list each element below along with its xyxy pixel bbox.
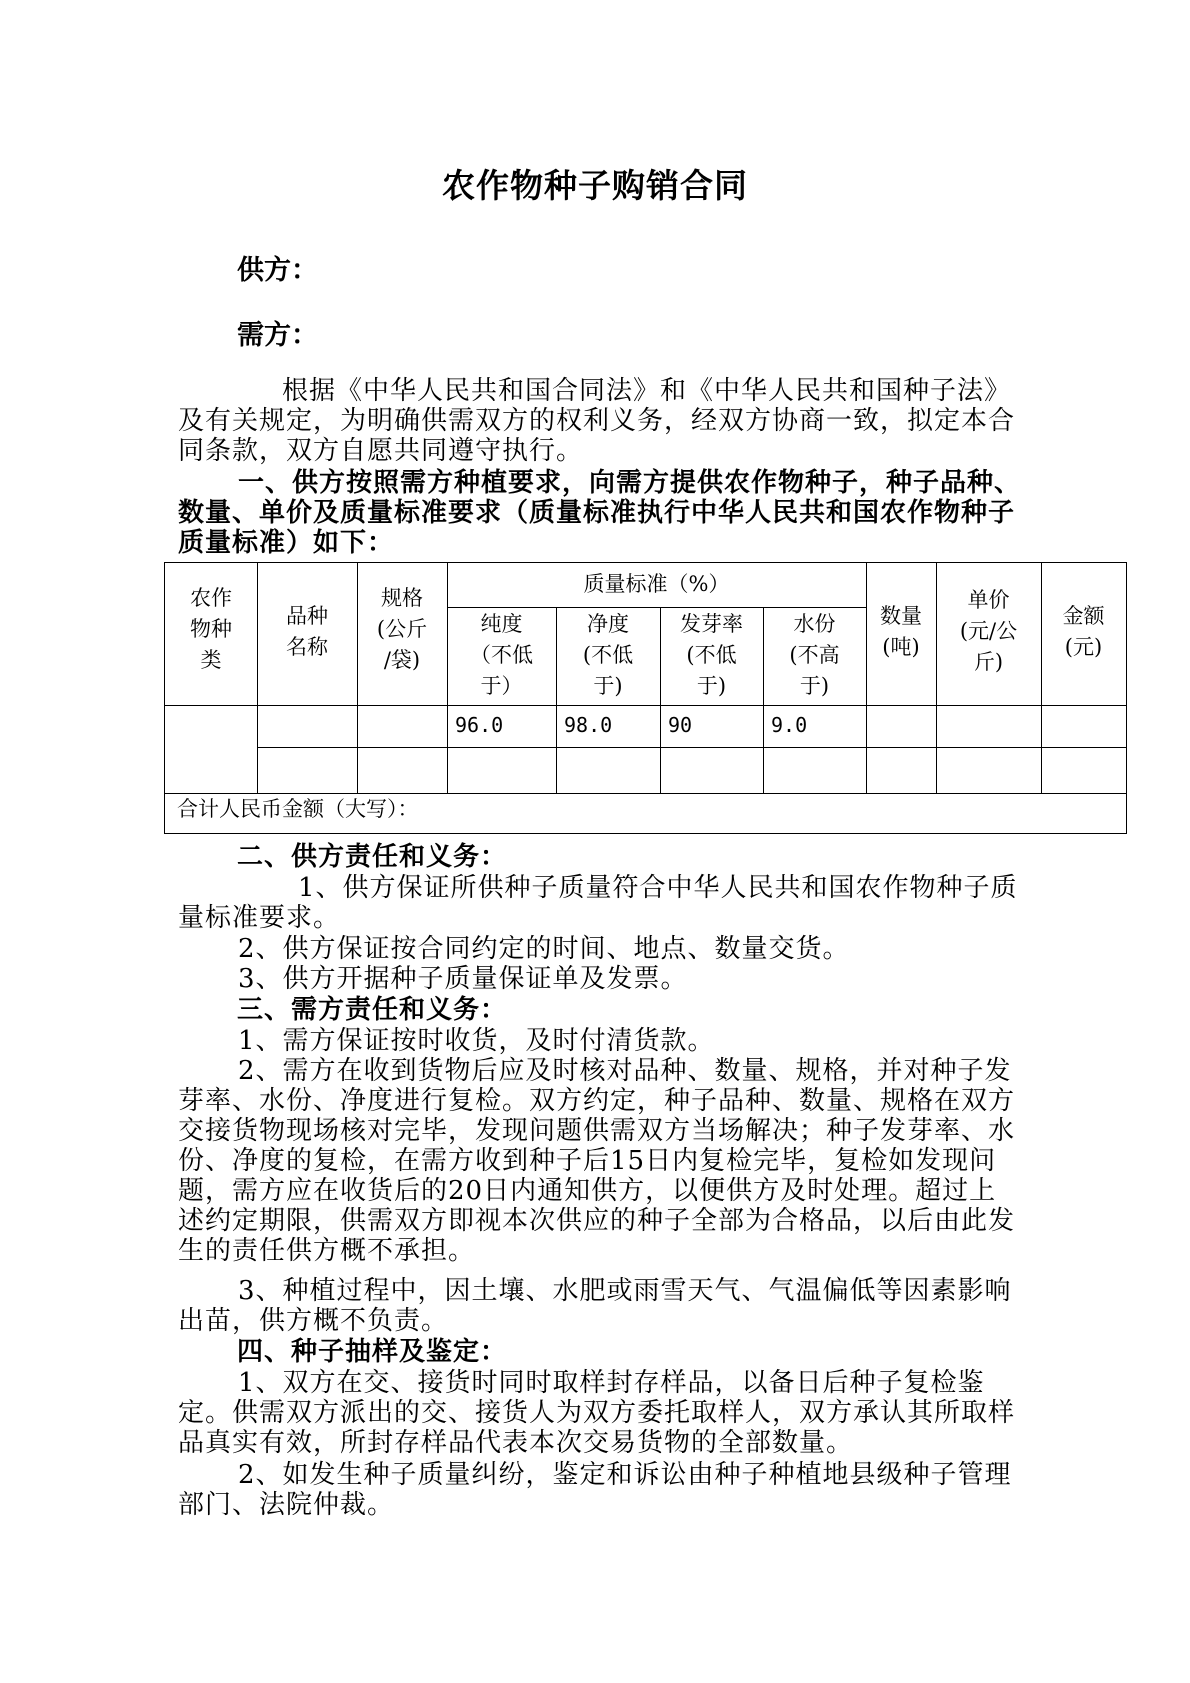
- seed-table: [164, 562, 1127, 834]
- supplier-label: 供方：: [237, 255, 318, 286]
- header-germination: 发芽率 (不低 于): [680, 612, 743, 698]
- intro-paragraph: 根据《中华人民共和国合同法》和《中华人民共和国种子法》及有关规定，为明确供需双方的权利义务，经双方协商一致，拟定本合同条款，双方自愿共同遵守执行。: [178, 376, 1016, 466]
- header-quantity: 数量 (吨): [880, 604, 922, 659]
- section2-item-3: 3、供方开据种子质量保证单及发票。: [238, 964, 688, 994]
- total-amount-label: 合计人民币金额（大写）：: [177, 797, 419, 821]
- header-quality: 质量标准（%）: [583, 572, 730, 596]
- cell-purity-value: 96.0: [455, 713, 504, 737]
- cell-germination-value: 90: [668, 713, 693, 737]
- buyer-label: 需方：: [237, 320, 318, 351]
- section2-item-2: 2、供方保证按合同约定的时间、地点、数量交货。: [238, 934, 850, 964]
- header-moisture: 水份 (不高 于): [789, 612, 840, 698]
- header-crop-type: 农作 物种 类: [190, 586, 232, 672]
- section3-heading: 三、需方责任和义务：: [237, 995, 508, 1025]
- header-cleanliness: 净度 (不低 于): [582, 612, 634, 698]
- section2-heading: 二、供方责任和义务：: [237, 842, 508, 872]
- section3-item-1: 1、需方保证按时收货，及时付清货款。: [238, 1026, 715, 1056]
- header-spec: 规格 (公斤 /袋): [376, 586, 428, 672]
- header-amount: 金额 (元): [1062, 604, 1105, 659]
- section4-heading: 四、种子抽样及鉴定：: [237, 1337, 508, 1367]
- header-purity: 纯度 （不低 于）: [470, 612, 533, 698]
- section3-item-3: 3、种植过程中，因土壤、水肥或雨雪天气、气温偏低等因素影响出苗，供方概不负责。: [178, 1276, 1012, 1336]
- cell-moisture-value: 9.0: [771, 713, 808, 737]
- section2-item-1: 1、供方保证所供种子质量符合中华人民共和国农作物种子质量标准要求。: [178, 873, 1018, 933]
- document-title: 农作物种子购销合同: [442, 166, 748, 205]
- cell-cleanliness-value: 98.0: [564, 713, 613, 737]
- header-unit-price: 单价 (元/公 斤): [959, 588, 1018, 674]
- section4-item-1: 1、双方在交、接货时同时取样封存样品，以备日后种子复检鉴定。供需双方派出的交、接货人为双方委托取样人，双方承认其所取样品真实有效，所封存样品代表本次交易货物的全部数量。: [178, 1368, 1016, 1458]
- section1-paragraph: 一、供方按照需方种植要求，向需方提供农作物种子，种子品种、数量、单价及质量标准要求（质量标准执行中华人民共和国农作物种子质量标准）如下：: [178, 468, 1022, 558]
- header-variety: 品种 名称: [286, 604, 328, 659]
- section4-item-2: 2、如发生种子质量纠纷，鉴定和诉讼由种子种植地县级种子管理部门、法院仲裁。: [178, 1460, 1012, 1520]
- section3-item-2: 2、需方在收到货物后应及时核对品种、数量、规格，并对种子发芽率、水份、净度进行复检。双方约定，种子品种、数量、规格在双方交接货物现场核对完毕，发现问题供需双方当场解决；种子发芽率、水份、净度的复检，在需方收到种子后15日内复检完毕，复检如发现问题，需方应在收货后的20日内通知供方，以便供方及时处理。超过上述约定期限，供需双方即视本次供应的种子全部为合格品，以后由此发生的责任供方概不承担。: [178, 1056, 1016, 1266]
